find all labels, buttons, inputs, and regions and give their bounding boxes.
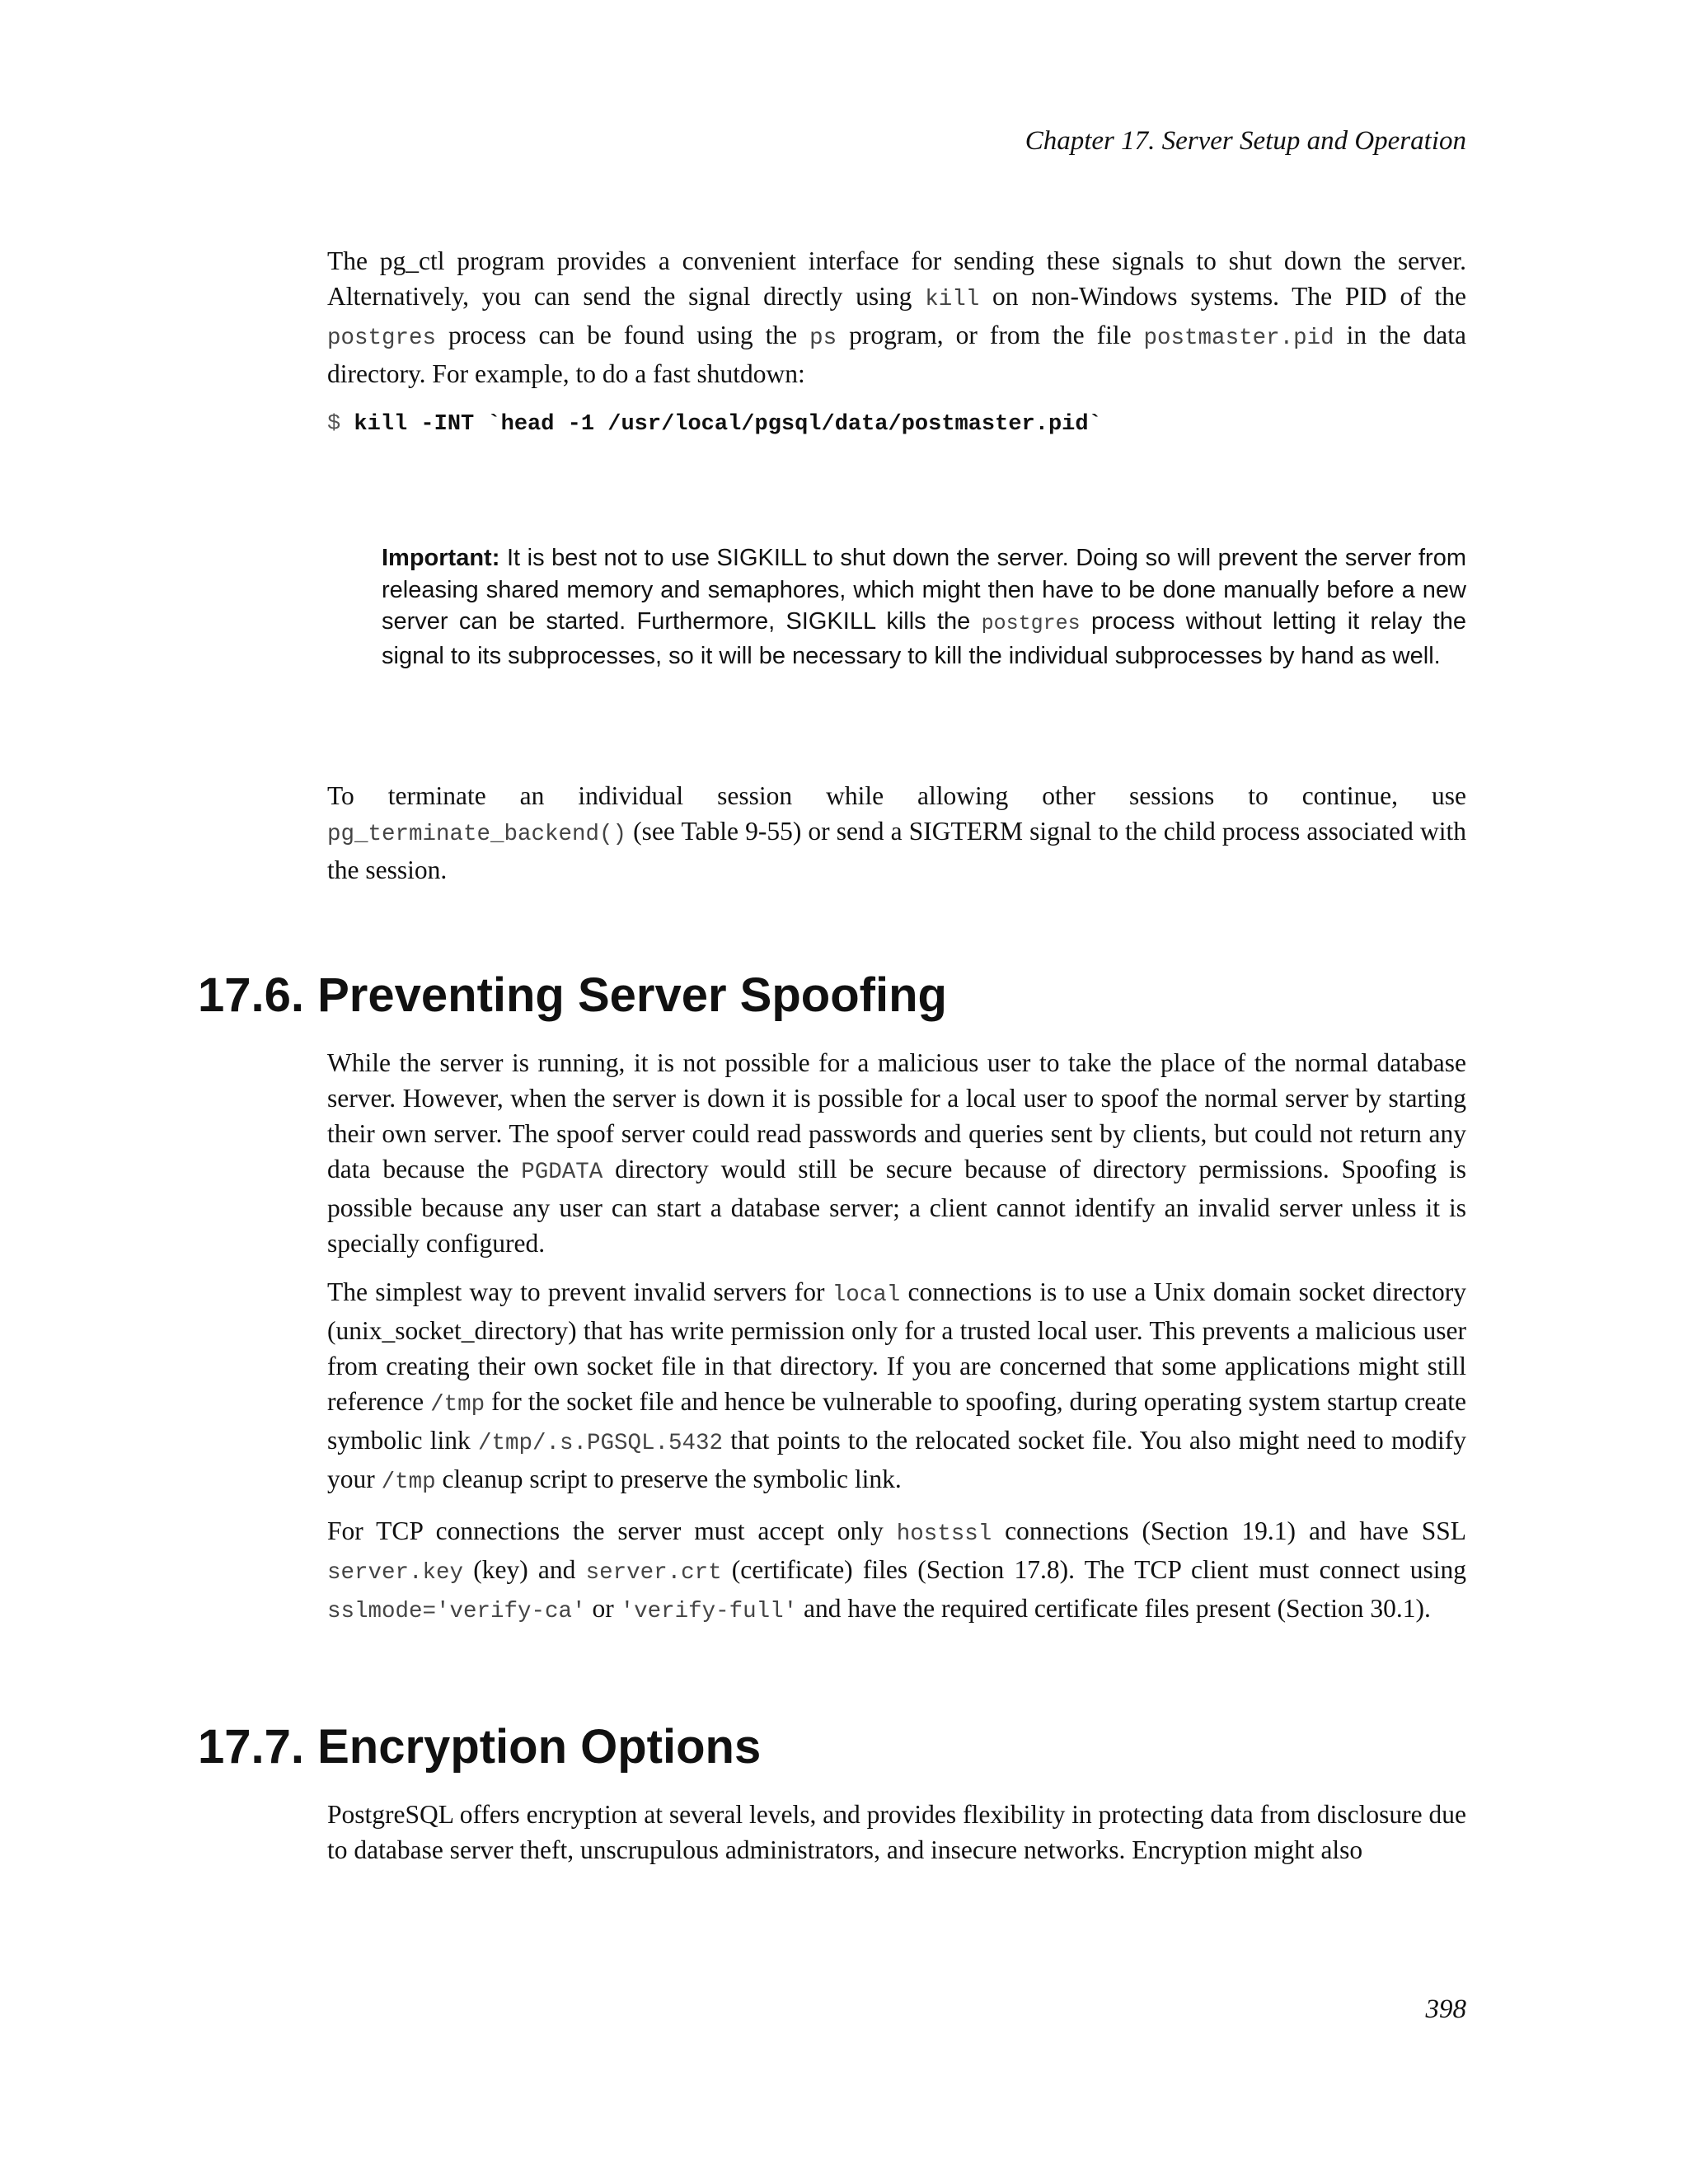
inline-code: 'verify-full' (620, 1599, 798, 1624)
paragraph: While the server is running, it is not possible for a malicious user to take the place of the normal database server. However, when the server is down it is possible for a local user to spoof the normal server by starting their own server. The spoof server could read passwords and queries sent by clients, but could not return any data because the PGDATA directory would still be secure because of directory permissions. Spoofing is possible because any user can start a database server; a client cannot identify an invalid server unless it is specially configured. (327, 1048, 1466, 1258)
page-number: 398 (1425, 1994, 1466, 2024)
shell-command: kill -INT `head -1 /usr/local/pgsql/data/postmaster.pid` (354, 412, 1102, 437)
inline-code: sslmode='verify-ca' (327, 1599, 586, 1624)
important-note: Important: It is best not to use SIGKILL to shut down the server. Doing so will prevent the server from releasing shared memory and semaphores, which might then have to be done manually before a new server can be started. Furthermore, SIGKILL kills the postgres process without letting it relay the signal to its subprocesses, so it will be necessary to kill the individual subprocesses by hand as well. (382, 545, 1466, 669)
inline-code: local (832, 1282, 901, 1308)
note-label: Important: (382, 545, 500, 571)
inline-code: postmaster.pid (1143, 326, 1334, 351)
section-title-17-6: 17.6. Preventing Server Spoofing (198, 968, 947, 1022)
inline-code: /tmp/.s.PGSQL.5432 (477, 1431, 724, 1456)
section-17-6-body (327, 1045, 1466, 1643)
paragraph: PostgreSQL offers encryption at several levels, and provides flexibility in protecting data from disclosure due to database server theft, unscrupulous administrators, and insecure networks. Encryption might also (327, 1800, 1466, 1864)
inline-code: ps (809, 326, 837, 351)
inline-code: hostssl (896, 1521, 992, 1547)
terminate-paragraph-block (327, 778, 1466, 901)
inline-code: /tmp (430, 1392, 485, 1418)
terminate-paragraph: To terminate an individual session while allowing other sessions to continue, use pg_terminate_backend() (see Table 9-55) or send a SIGTERM signal to the child process associated with the session. (327, 781, 1466, 884)
inline-code: postgres (327, 326, 437, 351)
running-header: Chapter 17. Server Setup and Operation (1025, 126, 1466, 156)
code-example (327, 412, 1102, 437)
inline-code: PGDATA (521, 1160, 603, 1185)
inline-code: server.key (327, 1560, 464, 1586)
inline-code: pg_terminate_backend() (327, 822, 627, 847)
intro-paragraph: The pg_ctl program provides a convenient interface for sending these signals to shut down the server. Alternatively, you can send the signal directly using kill on non-Windows systems. The PID of the postgres process can be found using the ps program, or from the file postmaster.pid in the data directory. For example, to do a fast shutdown: (327, 246, 1467, 388)
inline-code: /tmp (381, 1469, 436, 1495)
inline-code: kill (925, 287, 980, 312)
intro-paragraph-block (327, 243, 1466, 405)
paragraph: For TCP connections the server must accept only hostssl connections (Section 19.1) and have SSL server.key (key) and server.crt (certificate) files (Section 17.8). The TCP client must connect using sslmode='verify-ca' or 'verify-full' and have the required certificate files present (Section 30.1). (327, 1516, 1466, 1624)
section-17-7-body (327, 1797, 1466, 1881)
paragraph: The simplest way to prevent invalid servers for local connections is to use a Unix domain socket directory (unix_socket_directory) that has write permission only for a trusted local user. This prevents a malicious user from creating their own socket file in that directory. If you are concerned that some applications might still reference /tmp for the socket file and hence be vulnerable to spoofing, during operating system startup create symbolic link /tmp/.s.PGSQL.5432 that points to the relocated socket file. You also might need to modify your /tmp cleanup script to preserve the symbolic link. (327, 1277, 1467, 1495)
inline-code: postgres (981, 612, 1081, 635)
section-title-17-7: 17.7. Encryption Options (198, 1720, 762, 1774)
inline-code: server.crt (585, 1560, 722, 1586)
shell-prompt: $ (327, 412, 354, 437)
